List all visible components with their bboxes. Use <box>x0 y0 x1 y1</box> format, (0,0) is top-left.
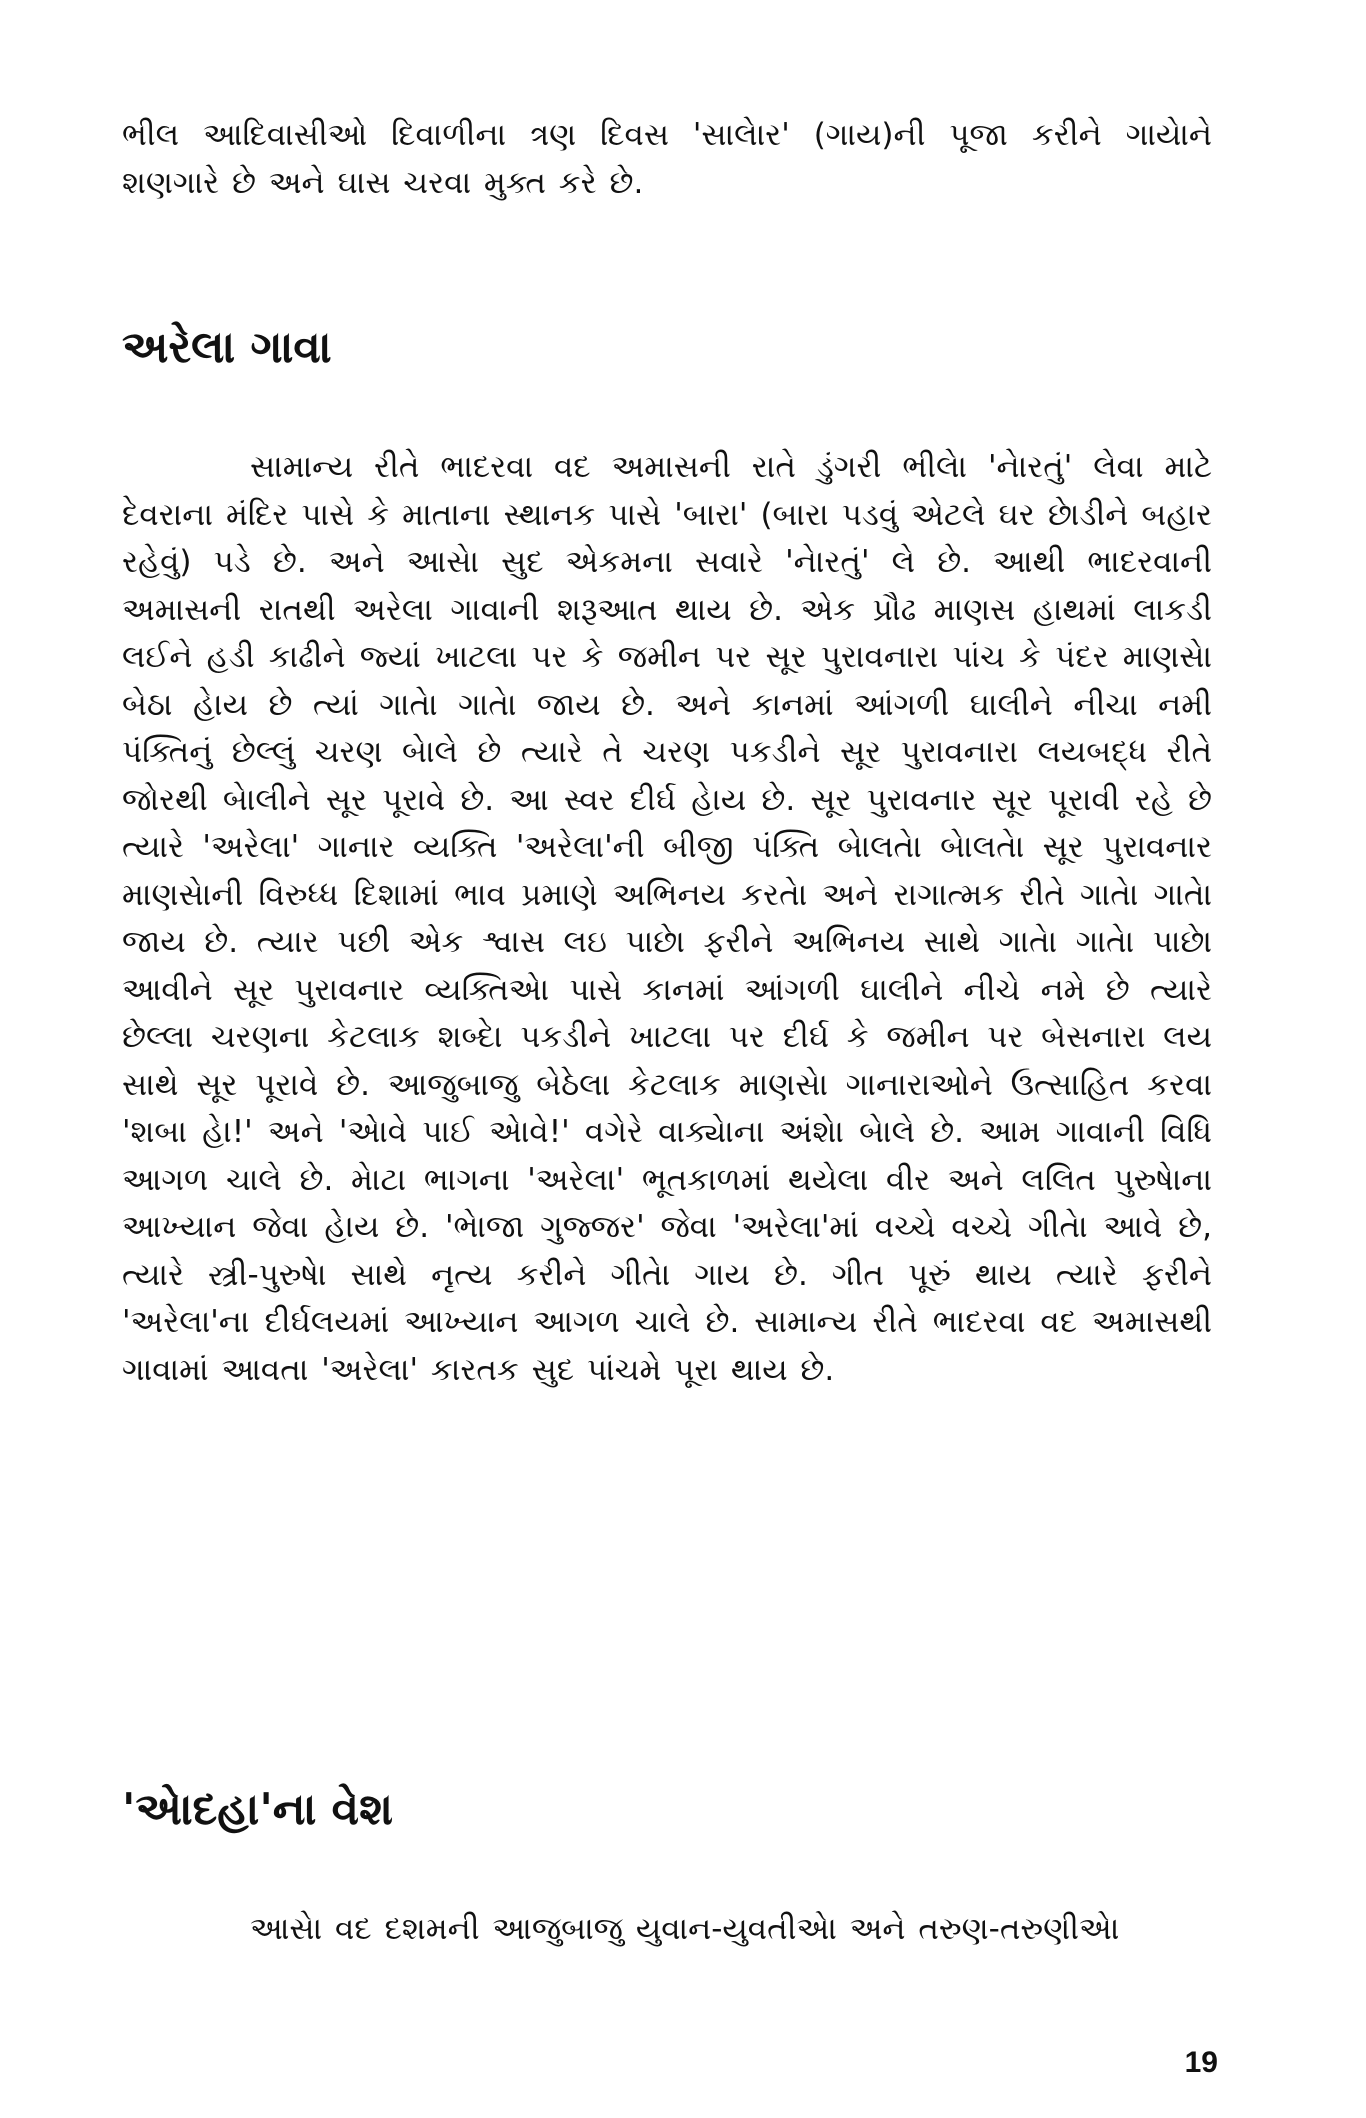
page-number: 19 <box>1184 2046 1218 2079</box>
intro-text-block <box>122 112 1212 207</box>
section-heading-arela: અરેલા ગાવા <box>122 322 332 373</box>
arela-text-block <box>122 444 1212 1394</box>
intro-paragraph: ભીલ આદિવાસીઓ દિવાળીના ત્રણ દિવસ 'સાલેાર' (ગાય)ની પૂજા કરીને ગાયેાને શણગારે છે અને ઘાસ ચરવા મુક્ત કરે છે. <box>122 117 1212 201</box>
odaha-paragraph: આસેા વદ દશમની આજુબાજુ યુવાન-યુવતીએા અને તરુણ-તરુણીએા <box>250 1911 1120 1947</box>
section-heading-odaha: 'એાદહા'ના વેશ <box>122 1784 394 1835</box>
arela-paragraph: સામાન્ય રીતે ભાદરવા વદ અમાસની રાતે ડુંગરી ભીલેા 'નેારતું' લેવા માટે દેવરાના મંદિર પાસે કે માતાના સ્થાનક પાસે 'બારા' (બારા પડવું એટલે ઘર છેાડીને બહાર રહેવું) પડે છે. અને આસેા સુદ એકમના સવારે 'નેારતું' લે છે. આથી ભાદરવાની અમાસની રાતથી અરેલા ગાવાની શરૂઆત થાય છે. એક પ્રૌઢ માણસ હાથમાં લાકડી લઈને હડી કાઢીને જ્યાં ખાટલા પર કે જમીન પર સૂર પુરાવનારા પાંચ કે પંદર માણસેા બેઠા હેાય છે ત્યાં ગાતેા ગાતેા જાય છે. અને કાનમાં આંગળી ઘાલીને નીચા નમી પંક્તિનું છેલ્લું ચરણ બેાલે છે ત્યારે તે ચરણ પકડીને સૂર પુરાવનારા લયબદ્ધ રીતે જોરથી બેાલીને સૂર પૂરાવે છે. આ સ્વર દીર્ઘ હેાય છે. સૂર પુરાવનાર સૂર પૂરાવી રહે છે ત્યારે 'અરેલા' ગાનાર વ્યક્તિ 'અરેલા'ની બીજી પંક્તિ બેાલતેા બેાલતેા સૂર પુરાવનાર માણસેાની વિરુધ્ધ દિશામાં ભાવ પ્રમાણે અભિનય કરતેા અને રાગાત્મક રીતે ગાતેા ગાતેા જાય છે. ત્યાર પછી એક શ્વાસ લઇ પાછેા ફરીને અભિનય સાથે ગાતેા ગાતેા પાછેા આવીને સૂર પુરાવનાર વ્યક્તિએા પાસે કાનમાં આંગળી ઘાલીને નીચે નમે છે ત્યારે છેલ્લા ચરણના કેટલાક શબ્દેા પકડીને ખાટલા પર દીર્ઘ કે જમીન પર બેસનારા લય સાથે સૂર પૂરાવે છે. આજુબાજુ બેઠેલા કેટલાક માણસેા ગાનારાઓને ઉત્સાહિત કરવા 'શબા હેા!' અને 'એાવે પાઈ એાવે!' વગેરે વાક્યેાના અંશેા બેાલે છે. આમ ગાવાની વિધિ આગળ ચાલે છે. મેાટા ભાગના 'અરેલા' ભૂતકાળમાં થયેલા વીર અને લલિત પુરુષેાના આખ્યાન જેવા હેાય છે. 'ભેાજા ગુજ્જર' જેવા 'અરેલા'માં વચ્ચે વચ્ચે ગીતેા આવે છે, ત્યારે સ્ત્રી-પુરુષેા સાથે નૃત્ય કરીને ગીતેા ગાય છે. ગીત પૂરું થાય ત્યારે ફરીને 'અરેલા'ના દીર્ઘલયમાં આખ્યાન આગળ ચાલે છે. સામાન્ય રીતે ભાદરવા વદ અમાસથી ગાવામાં આવતા 'અરેલા' કારતક સુદ પાંચમે પૂરા થાય છે. <box>122 449 1212 1388</box>
odaha-text-block <box>122 1906 1212 1954</box>
